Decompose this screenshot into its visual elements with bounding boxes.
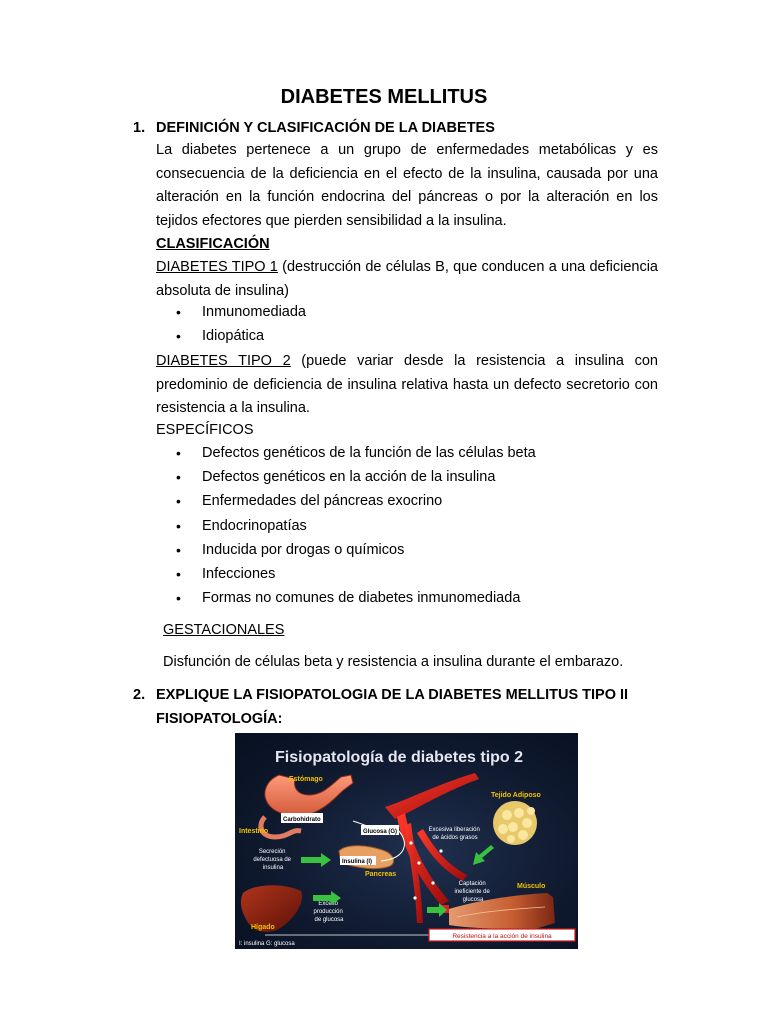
higado-label: Hígado bbox=[251, 924, 275, 931]
gestacionales-paragraph: Disfunción de células beta y resistencia a insulina durante el embarazo. bbox=[163, 654, 624, 670]
tipo1-text: (destrucción de células B, que conducen a una deficiencia absoluta de insulina) bbox=[156, 259, 658, 299]
list-item: • Defectos genéticos en la acción de la insulina bbox=[156, 466, 658, 490]
gestacionales-heading: GESTACIONALES bbox=[163, 622, 285, 638]
list-item: • Defectos genéticos de la función de las células beta bbox=[156, 442, 658, 466]
list-item: • Enfermedades del páncreas exocrino bbox=[156, 490, 658, 514]
list-item: • Infecciones bbox=[156, 563, 658, 587]
estomago-label: Estómago bbox=[289, 776, 323, 783]
section-1-heading bbox=[133, 117, 495, 141]
insulina-label: Insulina (I) bbox=[342, 859, 372, 865]
liberacion-label: Excesiva liberación de ácidos grasos bbox=[428, 827, 480, 841]
tipo1-list bbox=[156, 301, 658, 349]
tipo1-label: DIABETES TIPO 1 bbox=[156, 259, 278, 275]
list-item: • Inmunomediada bbox=[156, 301, 658, 325]
secrecion-label: Secreción defectuosa de insulina bbox=[253, 849, 292, 871]
section-1-number: 1. bbox=[133, 120, 146, 136]
tipo2-label: DIABETES TIPO 2 bbox=[156, 353, 291, 369]
intestino-label: Intestino bbox=[239, 828, 269, 835]
list-item: • Formas no comunes de diabetes inmunomediada bbox=[156, 587, 658, 611]
especificos-list bbox=[156, 442, 658, 611]
fisiopatologia-diagram bbox=[235, 733, 578, 949]
list-item: • Inducida por drogas o químicos bbox=[156, 539, 658, 563]
figure-legend: I: insulina G: glucosa bbox=[239, 941, 295, 947]
exceso-label: Exceso producción de glucosa bbox=[313, 901, 344, 923]
carbohidrato-label: Carbohidrato bbox=[283, 817, 321, 823]
tejido-label: Tejido Adiposo bbox=[491, 792, 541, 799]
arrow-acidos-icon bbox=[473, 845, 494, 865]
figure-title: Fisiopatología de diabetes tipo 2 bbox=[275, 749, 524, 766]
especificos-heading: ESPECÍFICOS bbox=[156, 422, 254, 438]
section-2-number: 2. bbox=[133, 687, 146, 703]
tipo2-paragraph bbox=[156, 350, 658, 421]
stomach-illustration bbox=[261, 775, 353, 837]
section-2-title: EXPLIQUE LA FISIOPATOLOGIA DE LA DIABETES MELLITUS TIPO II bbox=[156, 687, 629, 703]
section-2-heading bbox=[133, 684, 628, 708]
fisiopatologia-subheading: FISIOPATOLOGÍA: bbox=[156, 711, 283, 727]
document-title: DIABETES MELLITUS bbox=[280, 86, 488, 108]
clasificacion-heading: CLASIFICACIÓN bbox=[156, 236, 270, 252]
resistencia-label: Resistencia a la acción de insulina bbox=[452, 933, 552, 940]
adipose-tissue-illustration bbox=[493, 801, 537, 845]
pancreas-label: Pancreas bbox=[365, 871, 397, 878]
tipo1-paragraph bbox=[156, 256, 658, 303]
section-1-title: DEFINICIÓN Y CLASIFICACIÓN DE LA DIABETES bbox=[156, 120, 495, 136]
captacion-label: Captación ineficiente de glucosa bbox=[454, 881, 490, 903]
arrow-secrecion-icon bbox=[301, 853, 331, 867]
fisiopatologia-figure bbox=[235, 733, 578, 949]
definition-paragraph: La diabetes pertenece a un grupo de enfermedades metabólicas y es consecuencia de la deficiencia en el efecto de la insulina, causada por una alteración en la función endocrina del páncreas o por la alteración en los tejidos efectores que pierden sensibilidad a la insulina. bbox=[156, 142, 658, 229]
musculo-label: Músculo bbox=[517, 883, 546, 890]
tipo2-text: (puede variar desde la resistencia a insulina con predominio de deficiencia de insulina relativa hasta un defecto secretorio con resistencia a la insulina. bbox=[156, 353, 658, 416]
glucosa-label: Glucosa (G) bbox=[363, 829, 398, 835]
list-item: • Idiopática bbox=[156, 325, 658, 349]
list-item: • Endocrinopatías bbox=[156, 515, 658, 539]
